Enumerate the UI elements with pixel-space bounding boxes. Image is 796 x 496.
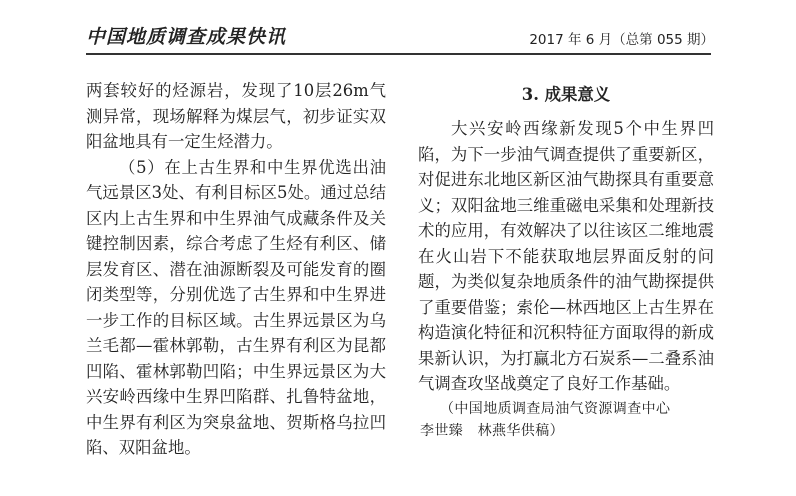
paragraph-item-5: （5）在上古生界和中生界优选出油气远景区3处、有利目标区5处。通过总结区内上古生界和中生界油气成藏条件及关键控制因素，综合考虑了生烃有利区、储层发育区、潜在油源断裂及可能发育的圈闭类型等，分别优选了古生界和中生界进一步工作的目标区域。古生界远景区为乌兰毛都—霍林郭勒，古生界有利区为昆都凹陷、霍林郭勒凹陷；中生界远景区为大兴安岭西缘中生界凹陷群、扎鲁特盆地，中生界有利区为突泉盆地、贺斯格乌拉凹陷、双阳盆地。	[86, 157, 386, 457]
left-column	[86, 78, 386, 461]
significance-paragraph: 大兴安岭西缘新发现5个中生界凹陷，为下一步油气调查提供了重要新区，对促进东北地区新区油气勘探具有重要意义；双阳盆地三维重磁电采集和处理新技术的应用，有效解决了以往该区二维地震在火山岩下不能获取地层界面反射的问题，为类似复杂地质条件的油气勘探提供了重要借鉴；索伦—林西地区上古生界在构造演化特征和沉积特征方面取得的新成果新认识，为打赢北方石炭系—二叠系油气调查攻坚战奠定了良好工作基础。	[418, 119, 714, 393]
section-title: 3. 成果意义	[521, 85, 611, 104]
source-organization: （中国地质调查局油气资源调查中心	[440, 400, 671, 417]
header-divider	[86, 53, 711, 55]
paragraph-continued: 两套较好的烃源岩，发现了10层26m气测异常，现场解释为煤层气，初步证实双阳盆地具有一定生烃潜力。	[86, 81, 386, 151]
source-attribution	[418, 397, 714, 443]
right-column	[418, 78, 714, 443]
source-authors: 李世臻 林燕华供稿）	[420, 423, 564, 439]
issue-info: 2017 年 6 月（总第 055 期）	[529, 32, 714, 48]
journal-title: 中国地质调查成果快讯	[86, 26, 287, 48]
page-header	[0, 0, 796, 62]
